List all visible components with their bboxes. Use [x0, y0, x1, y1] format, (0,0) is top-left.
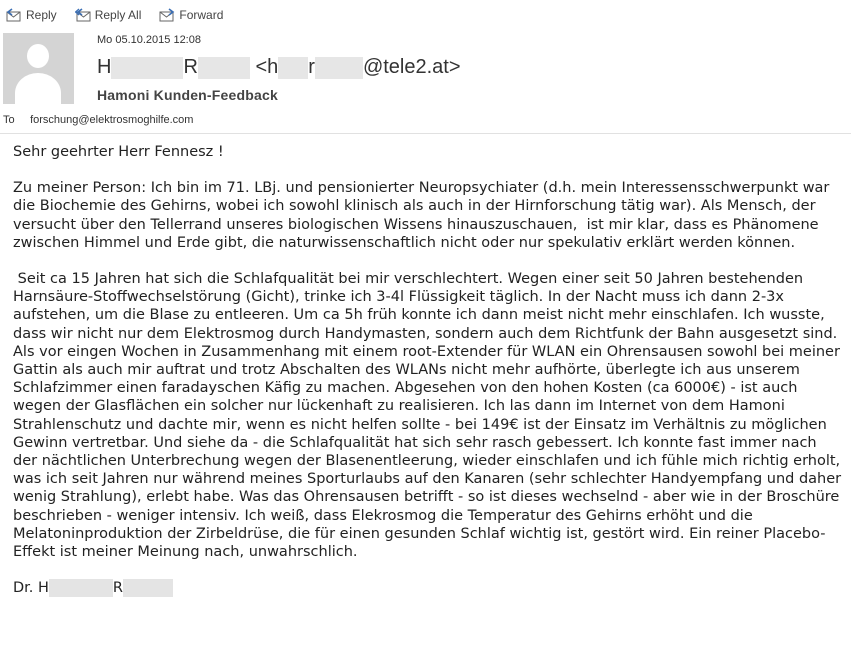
body-paragraph: Seit ca 15 Jahren hat sich die Schlafqualität bei mir verschlechtert. Wegen einer seit 50 Jahren bestehenden Harnsäure-Stoffwechselstörung (Gicht), trinke ich 3-4l Flüssigkeit täglich. In der Nacht muss ich dann 2-3x aufstehen, um die Blase zu entleeren. Um ca 5h früh konnte ich dann meist nicht mehr einschlafen. Ich wusste, dass wir nicht nur dem Elektrosmog durch Handymasten, sondern auch dem Richtfunk der Bahn ausgesetzt sind. Als vor eingen Wochen in Zusammenhang mit einem root-Extender für WLAN ein Ohrensausen sowohl bei meiner Gattin als auch mir auftrat und trotz Abschalten des WLANs nicht mehr aufhörte, überlegte ich aus unserem Schlafzimmer einen faradayschen Käfig zu machen. Abgesehen von den hohen Kosten (ca 6000€) - ist auch wegen der Glasflächen ein solcher nur lückenhaft zu realisieren. Ich las dann im Internet von dem Hamoni Strahlenschutz und dachte mir, wenn es nicht helfen sollte - bei 149€ ist der Einsatz im Verhältnis zu möglichen Gewinn vertretbar. Und siehe da - die Schlafqualität hat sich sehr rasch gebessert. Ich konnte fast immer nach der nächtlichen Unterbrechung wegen der Blasenentleerung, wieder einschlafen und ich fühle mich richtig erholt, was ich seit Jahren nur während meines Sporturlaubs auf den Kanaren (sehr schlechter Handyempfang und daher wenig Strahlung), erlebt habe. Was das Ohrensausen betrifft - so ist dieses wechselnd - aber wie in der Broschüre beschrieben - weniger intensiv. Ich weiß, dass Elekrosmog die Temperatur des Gehirns erhöht und die Melatoninproduktion der Zirbeldrüse, die für einen gesunden Schlaf wichtig ist, gestört wird. Ein reiner Placebo-Effekt ist meiner Meinung nach, unwahrschlich.: [13, 271, 846, 561]
paragraph-gap: [13, 161, 843, 179]
reply-all-label: Reply All: [94, 8, 142, 22]
forward-label: Forward: [179, 8, 224, 22]
redaction-block: [315, 57, 363, 79]
to-label: To: [3, 114, 15, 126]
body-paragraph: Zu meiner Person: Ich bin im 71. LBj. und pensionierter Neuropsychiater (d.h. mein Interessensschwerpunkt war die Biochemie des Gehirns, wobei ich sowohl klinisch als auch in der Hirnforschung tätig war). Als Mensch, der versucht über den Tellerrand unseres biologischen Wissens hinauszuschauen, ist mir klar, dass es Phänomene zwischen Himmel und Erde gibt, die naturwissenschaftlich nicht oder nur spekulativ erklärt werden können.: [13, 180, 835, 251]
message-toolbar: [0, 0, 851, 30]
sender-part: @tele2.at>: [362, 56, 461, 78]
avatar-head-shape: [27, 44, 49, 68]
redaction-block: [123, 579, 173, 597]
signature-part: R: [112, 580, 123, 597]
avatar-body-shape: [15, 73, 61, 104]
sender-part: <h: [249, 56, 279, 78]
reply-icon: [6, 8, 22, 22]
sender-part: H: [97, 56, 112, 78]
reply-label: Reply: [26, 8, 57, 22]
sender-name[interactable]: [97, 56, 461, 79]
recipient-address[interactable]: forschung@elektrosmoghilfe.com: [30, 114, 194, 126]
message-date: Mo 05.10.2015 12:08: [97, 34, 201, 46]
sender-part: r: [308, 56, 315, 78]
greeting-text: Sehr geehrter Herr Fennesz !: [13, 144, 224, 160]
paragraph-gap: [13, 252, 843, 270]
forward-icon: [159, 8, 175, 22]
redaction-block: [49, 579, 113, 597]
signature-part: Dr. H: [13, 580, 49, 597]
message-body: [13, 143, 846, 597]
sender-part: R: [183, 56, 198, 78]
reply-button[interactable]: [6, 8, 57, 22]
redaction-block: [111, 57, 183, 79]
redaction-block: [278, 57, 308, 79]
reply-all-icon: [75, 8, 91, 22]
sender-avatar: [3, 33, 74, 104]
signature: [13, 579, 843, 597]
forward-button[interactable]: [159, 8, 223, 22]
reply-all-button[interactable]: [75, 8, 142, 22]
redaction-block: [198, 57, 250, 79]
recipient-row: [3, 114, 193, 126]
message-subject: Hamoni Kunden-Feedback: [97, 87, 278, 103]
header-divider: [0, 133, 851, 134]
paragraph-gap: [13, 561, 843, 579]
